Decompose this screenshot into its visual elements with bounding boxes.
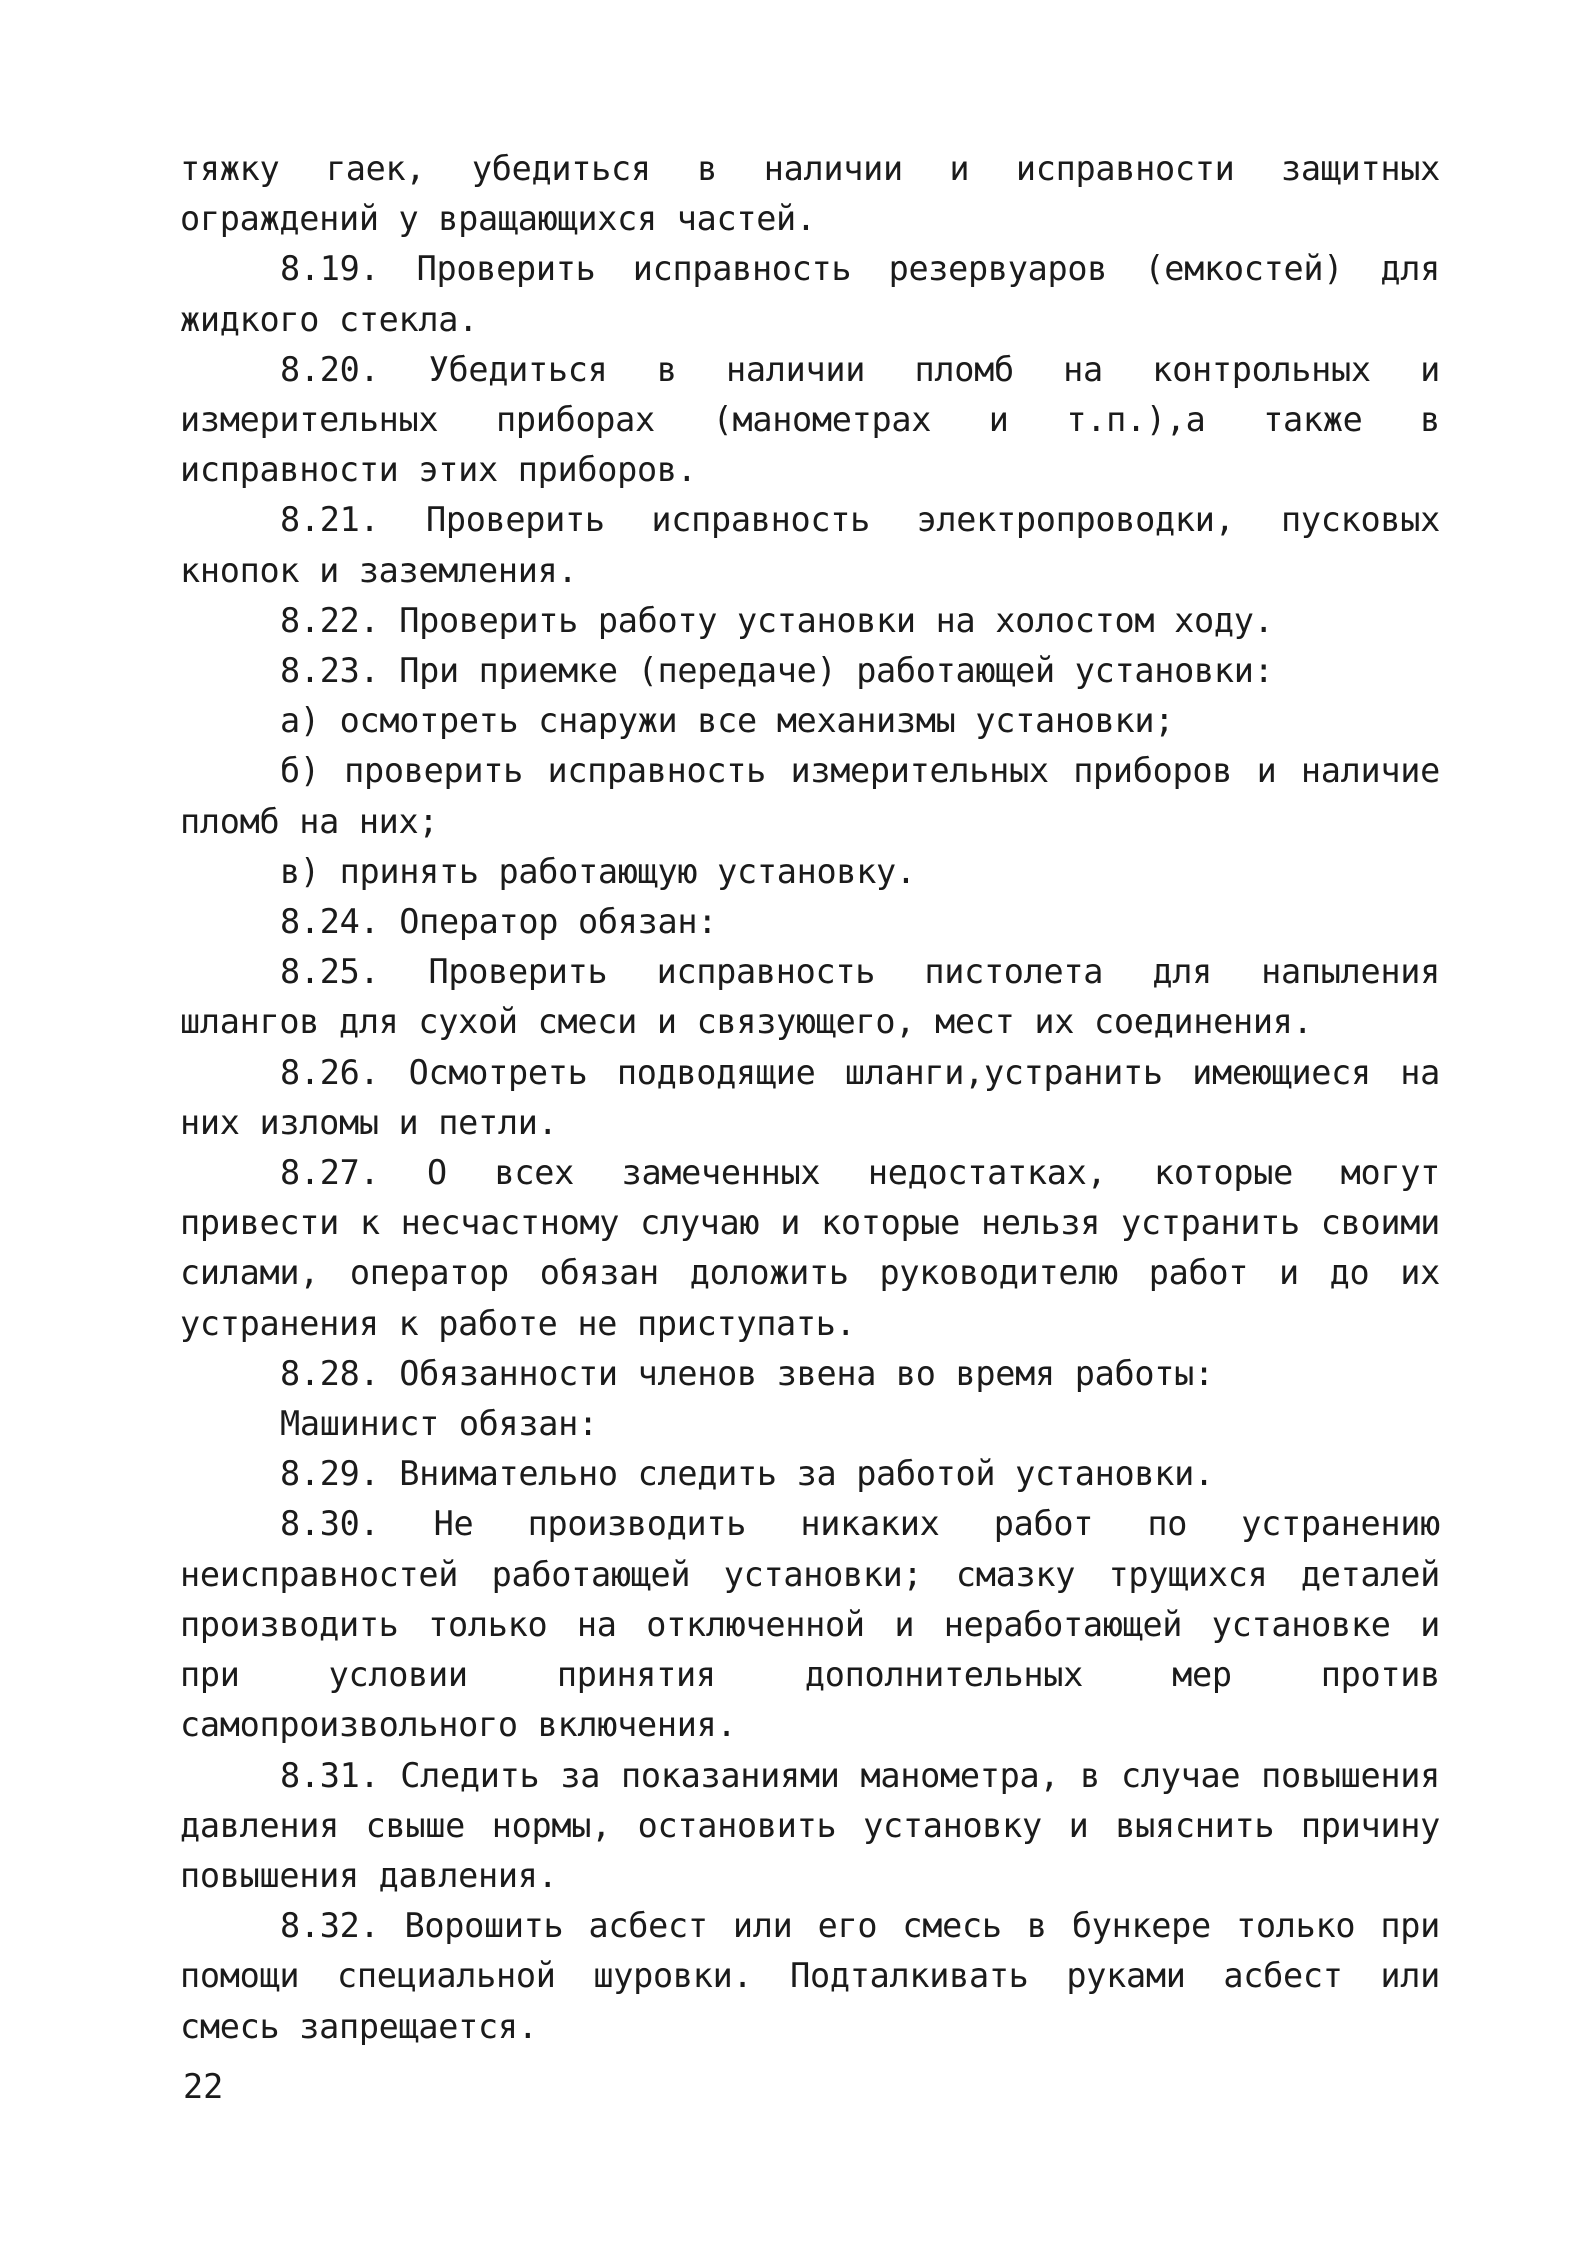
paragraph-8-29: 8.29. Внимательно следить за работой установки.	[280, 1454, 1214, 1494]
paragraph-8-24: 8.24. Оператор обязан:	[280, 902, 718, 942]
page-number: 22	[183, 2067, 224, 2106]
subheading-machinist: Машинист обязан:	[280, 1404, 598, 1444]
paragraph-8-27: 8.27. О всех замеченных недостатках, которые могут привести к несчастному случаю и которые нельзя устранить своими силами, оператор обязан доложить руководителю работ и до их устранения к работе не приступать.	[180, 1153, 1440, 1343]
list-item-8-23-a: а) осмотреть снаружи все механизмы установки;	[280, 701, 1175, 741]
paragraph-8-21: 8.21. Проверить исправность электропроводки, пусковых кнопок и заземления.	[180, 500, 1440, 590]
body-text	[180, 144, 1440, 2052]
list-item-8-23-v: в) принять работающую установку.	[280, 851, 916, 891]
paragraph-8-22: 8.22. Проверить работу установки на холостом ходу.	[280, 600, 1274, 640]
paragraph-8-25: 8.25. Проверить исправность пистолета для напыления шлангов для сухой смеси и связующего, мест их соединения.	[180, 952, 1440, 1042]
paragraph-8-20: 8.20. Убедиться в наличии пломб на контрольных и измерительных приборах (манометрах и т.п.),а также в исправности этих приборов.	[180, 349, 1440, 490]
paragraph-8-28: 8.28. Обязанности членов звена во время работы:	[280, 1353, 1214, 1393]
paragraph-8-19: 8.19. Проверить исправность резервуаров (емкостей) для жидкого стекла.	[180, 249, 1440, 339]
list-item-8-23-b: б) проверить исправность измерительных приборов и наличие пломб на них;	[180, 751, 1440, 841]
paragraph-8-26: 8.26. Осмотреть подводящие шланги,устранить имеющиеся на них изломы и петли.	[180, 1052, 1440, 1142]
paragraph-8-23: 8.23. При приемке (передаче) работающей установки:	[280, 651, 1274, 691]
paragraph-8-30: 8.30. Не производить никаких работ по устранению неисправностей работающей установки; смазку трущихся деталей производить только на отключенной и неработающей установке и при условии принятия дополнительных мер против самопроизвольного включения.	[180, 1504, 1440, 1745]
paragraph-continuation: тяжку гаек, убедиться в наличии и исправности защитных ограждений у вращающихся частей.	[180, 149, 1440, 239]
paragraph-8-31: 8.31. Следить за показаниями манометра, в случае повышения давления свыше нормы, остановить установку и выяснить причину повышения давления.	[180, 1755, 1440, 1895]
paragraph-8-32: 8.32. Ворошить асбест или его смесь в бункере только при помощи специальной шуровки. Подталкивать руками асбест или смесь запрещается.	[180, 1906, 1440, 2046]
